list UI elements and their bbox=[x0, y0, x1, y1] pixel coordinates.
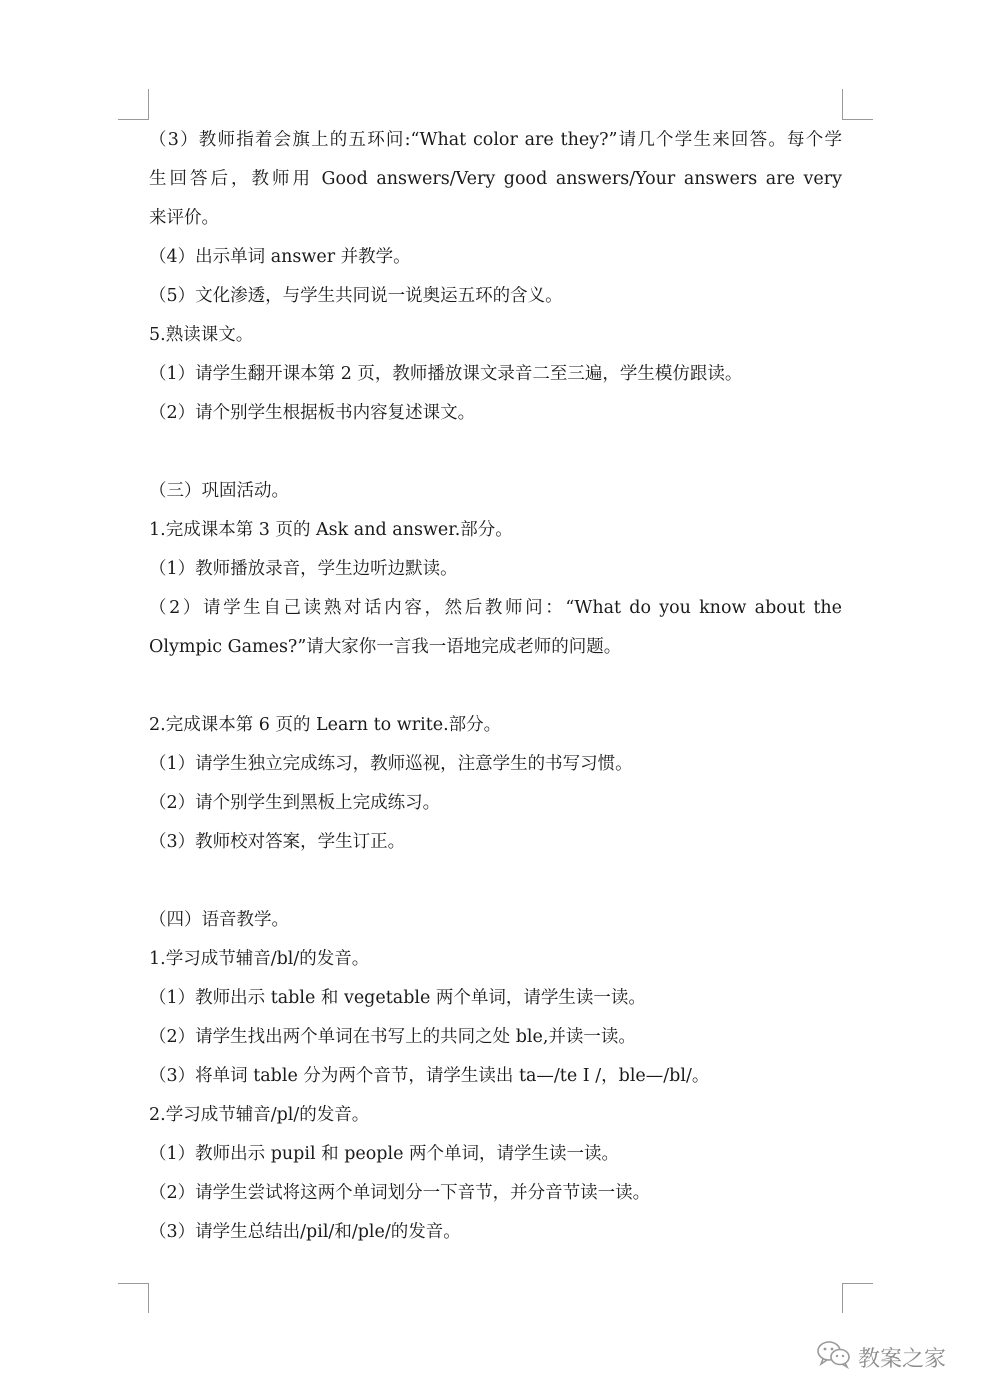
paragraph-line: （2）请个别学生到黑板上完成练习。 bbox=[149, 793, 441, 813]
blank-line bbox=[149, 667, 842, 706]
watermark bbox=[816, 1340, 946, 1374]
paragraph-line: （1）教师播放录音，学生边听边默读。 bbox=[149, 559, 458, 579]
corner-mark-top-left-h bbox=[118, 119, 148, 120]
paragraph-line: （四）语音教学。 bbox=[149, 910, 289, 930]
corner-mark-bottom-left-h bbox=[118, 1283, 148, 1284]
blank-line bbox=[149, 433, 842, 472]
corner-mark-bottom-left-v bbox=[148, 1283, 149, 1313]
paragraph-line: 来评价。 bbox=[149, 208, 219, 228]
corner-mark-bottom-right-v bbox=[842, 1283, 843, 1313]
corner-mark-top-right-v bbox=[842, 89, 843, 120]
corner-mark-top-left-v bbox=[148, 89, 149, 120]
paragraph-line: （三）巩固活动。 bbox=[149, 481, 289, 501]
paragraph-line: Olympic Games?”请大家你一言我一语地完成老师的问题。 bbox=[149, 637, 622, 657]
paragraph-line: （2）请学生尝试将这两个单词划分一下音节，并分音节读一读。 bbox=[149, 1183, 651, 1203]
paragraph-line: 生回答后，教师用 Good answers/Very good answers/Your answers are very bbox=[149, 169, 842, 189]
paragraph-line: （4）出示单词 answer 并教学。 bbox=[149, 247, 411, 267]
corner-mark-bottom-right-h bbox=[843, 1283, 873, 1284]
paragraph-line: （3）教师校对答案，学生订正。 bbox=[149, 832, 406, 852]
paragraph-line: （5）文化渗透，与学生共同说一说奥运五环的含义。 bbox=[149, 286, 563, 306]
paragraph-line: 5.熟读课文。 bbox=[149, 325, 254, 345]
paragraph-line: （1）请学生独立完成练习，教师巡视，注意学生的书写习惯。 bbox=[149, 754, 633, 774]
paragraph-line: （1）教师出示 pupil 和 people 两个单词，请学生读一读。 bbox=[149, 1144, 620, 1164]
watermark-text: 教案之家 bbox=[858, 1346, 947, 1372]
paragraph-line: （2）请学生自己读熟对话内容，然后教师问：“What do you know about the bbox=[149, 598, 842, 618]
paragraph-line: （2）请个别学生根据板书内容复述课文。 bbox=[149, 403, 476, 423]
paragraph-line: （3）请学生总结出/pil/和/ple/的发音。 bbox=[149, 1222, 461, 1242]
document-body bbox=[149, 121, 842, 1252]
paragraph-line: （1）教师出示 table 和 vegetable 两个单词，请学生读一读。 bbox=[149, 988, 646, 1008]
paragraph-line: （1）请学生翻开课本第 2 页，教师播放课文录音二至三遍，学生模仿跟读。 bbox=[149, 364, 743, 384]
paragraph-line: 2.学习成节辅音/pl/的发音。 bbox=[149, 1105, 370, 1125]
paragraph-line: （2）请学生找出两个单词在书写上的共同之处 ble,并读一读。 bbox=[149, 1027, 636, 1047]
paragraph-line: （3）将单词 table 分为两个音节，请学生读出 ta—/te Ι /，ble—/bl/。 bbox=[149, 1066, 710, 1086]
wechat-icon bbox=[816, 1339, 852, 1375]
paragraph-line: 1.完成课本第 3 页的 Ask and answer.部分。 bbox=[149, 520, 513, 540]
paragraph-line: （3）教师指着会旗上的五环问:“What color are they?”请几个学生来回答。每个学 bbox=[149, 130, 842, 150]
paragraph-line: 1.学习成节辅音/bl/的发音。 bbox=[149, 949, 370, 969]
blank-line bbox=[149, 862, 842, 901]
corner-mark-top-right-h bbox=[843, 119, 873, 120]
paragraph-line: 2.完成课本第 6 页的 Learn to write.部分。 bbox=[149, 715, 502, 735]
